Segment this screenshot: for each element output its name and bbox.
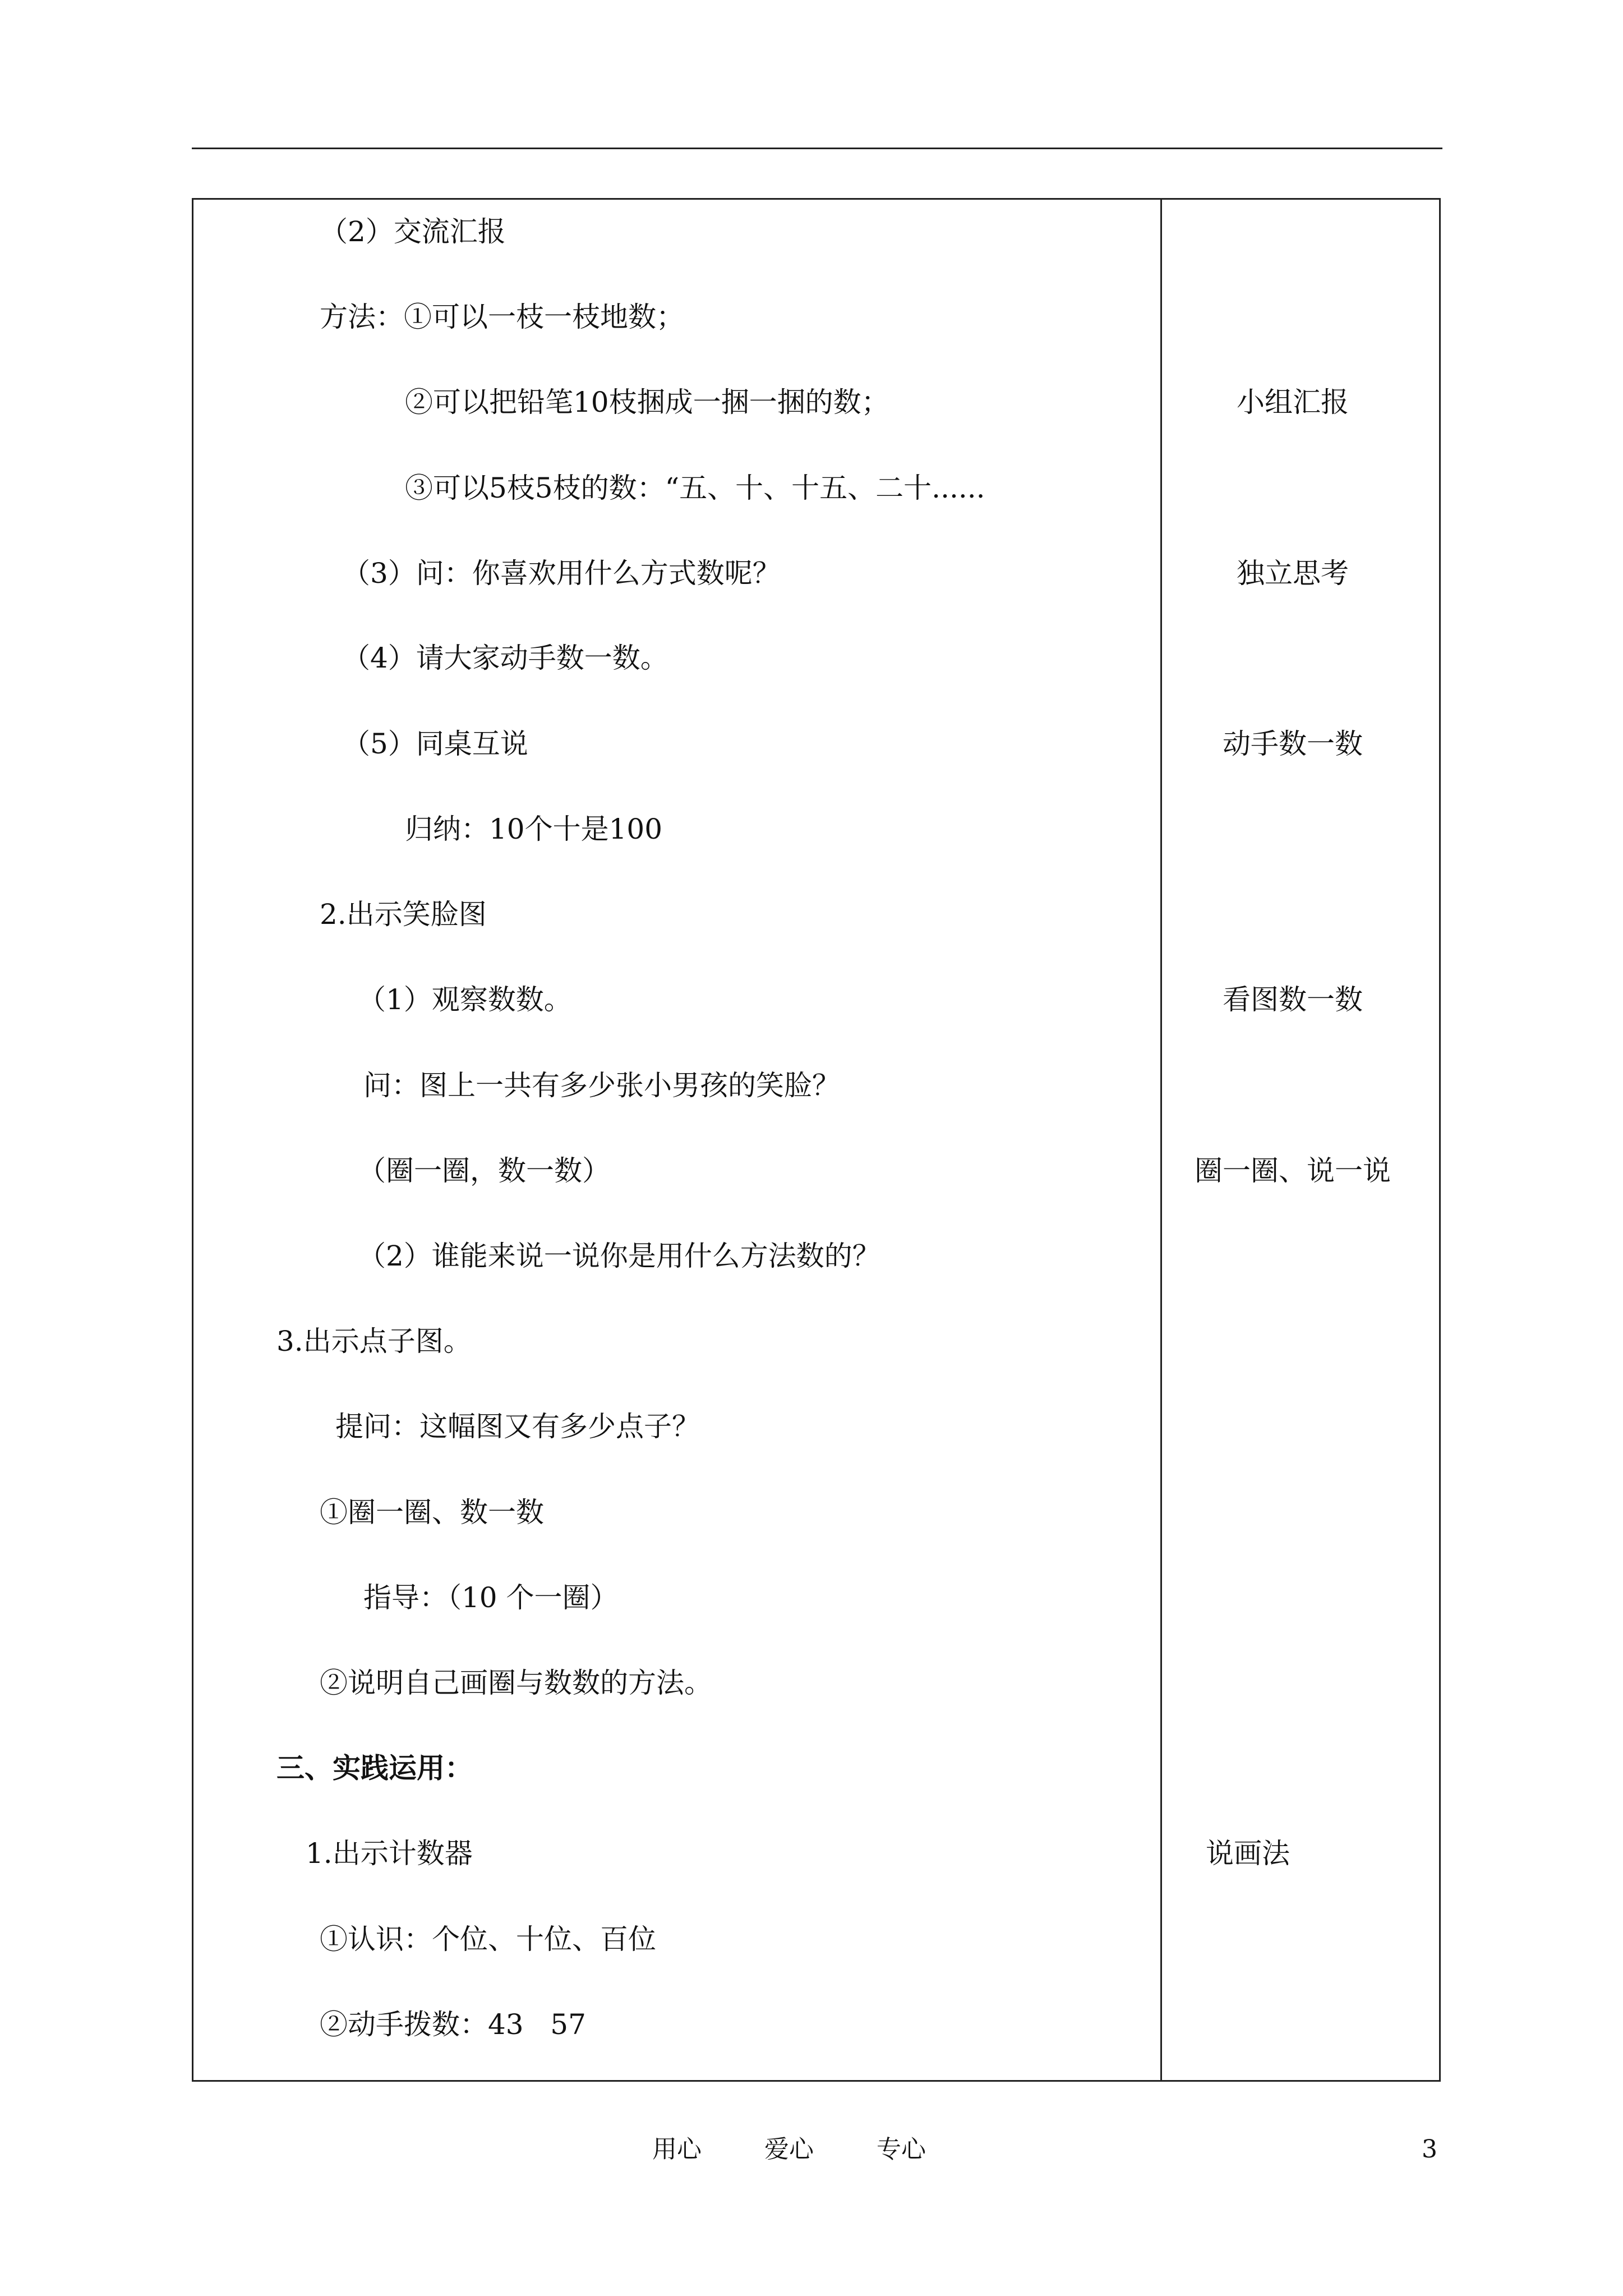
section-heading: 1.出示计数器 [306, 1837, 473, 1870]
text-line: 问：图上一共有多少张小男孩的笑脸？ [363, 1069, 840, 1102]
activity-note: 看图数一数 [1223, 983, 1363, 1016]
text-line: （圈一圈，数一数） [358, 1154, 610, 1187]
text-line: （3）问：你喜欢用什么方式数呢？ [342, 557, 781, 590]
column-divider [1160, 198, 1162, 2082]
text-line: 提问：这幅图又有多少点子？ [335, 1410, 700, 1443]
section-heading: 3.出示点子图。 [276, 1325, 472, 1358]
section-heading: 2.出示笑脸图 [320, 898, 487, 931]
activity-note: 圈一圈、说一说 [1195, 1154, 1391, 1187]
page-number: 3 [1422, 2135, 1437, 2164]
text-line: （2）谁能来说一说你是用什么方法数的？ [358, 1240, 880, 1272]
activity-note: 说画法 [1206, 1837, 1290, 1870]
text-line: ②可以把铅笔10枝捆成一捆一捆的数； [405, 386, 889, 418]
text-line: （1）观察数数。 [358, 983, 572, 1016]
text-line: 归纳：10个十是100 [405, 813, 663, 845]
text-line: ②动手拨数：43 57 [320, 2008, 586, 2041]
section-title: 三、实践运用： [276, 1751, 473, 1784]
text-line: 方法：①可以一枝一枝地数； [320, 301, 684, 333]
activity-note: 小组汇报 [1237, 386, 1349, 418]
text-line: ①圈一圈、数一数 [320, 1496, 544, 1529]
footer-motto: 爱心 [764, 2135, 814, 2164]
footer-motto: 用心 [652, 2135, 702, 2164]
activity-note: 动手数一数 [1223, 728, 1363, 760]
text-line: （2）交流汇报 [320, 215, 506, 248]
text-line: ②说明自己画圈与数数的方法。 [320, 1667, 712, 1699]
footer-motto: 专心 [877, 2135, 926, 2164]
text-line: 指导：（10 个一圈） [363, 1581, 619, 1614]
text-line: ③可以5枝5枝的数：“五、十、十五、二十...... [405, 472, 985, 504]
header-rule [192, 148, 1442, 149]
text-line: ①认识：个位、十位、百位 [320, 1923, 656, 1955]
text-line: （4）请大家动手数一数。 [342, 642, 668, 674]
text-line: （5）同桌互说 [342, 728, 528, 760]
activity-note: 独立思考 [1237, 557, 1349, 590]
